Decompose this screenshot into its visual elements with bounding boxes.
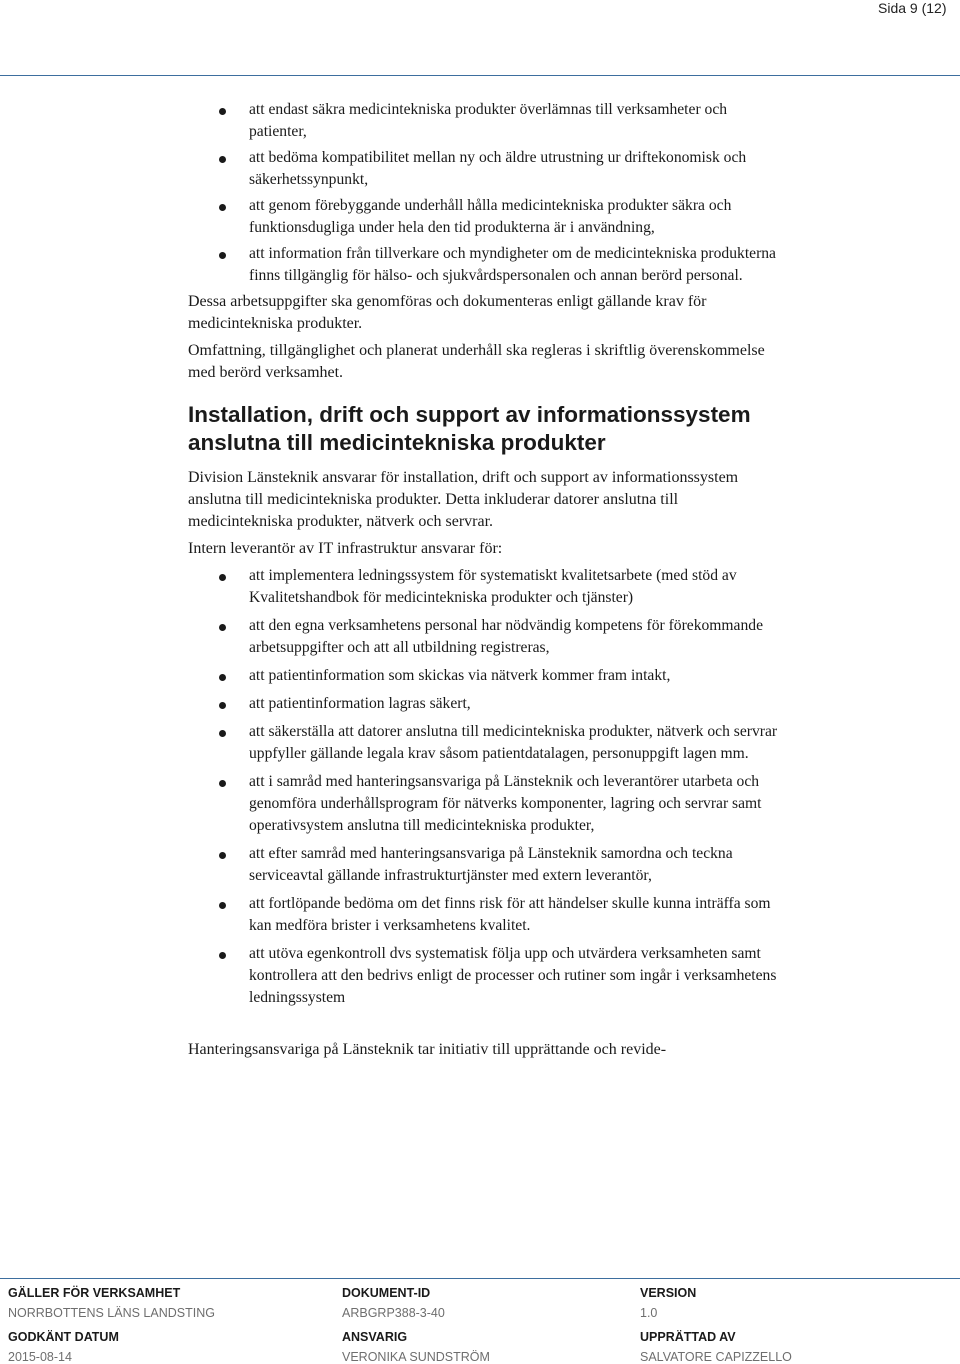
section-heading: Installation, drift och support av informationssystem anslutna till medicintekniska produkter — [188, 402, 751, 455]
footer-approved-date — [8, 1330, 119, 1364]
list-item: att patientinformation lagras säkert, — [188, 693, 778, 715]
footer-value: SALVATORE CAPIZZELLO — [640, 1350, 792, 1364]
footer-responsible — [342, 1330, 490, 1364]
footer-label: GÄLLER FÖR VERKSAMHET — [8, 1286, 181, 1300]
list-item: att utöva egenkontroll dvs systematisk följa upp och utvärdera verksamheten samt kontrollera att den bedrivs enligt de processer och rutiner som ingår i verksamhetens ledningssystem — [188, 943, 778, 1009]
footer-value: 1.0 — [640, 1306, 658, 1320]
footer-label: DOKUMENT-ID — [342, 1286, 431, 1300]
list-item: att i samråd med hanteringsansvariga på Länsteknik och leverantörer utarbeta och genomföra underhållsprogram för nätverks komponenter, lagring och servrar samt operativsystem anslutna till medicintekniska produkter, — [188, 771, 778, 837]
footer-document-id — [342, 1286, 445, 1320]
footer-value: 2015-08-14 — [8, 1350, 72, 1364]
list-item: att patientinformation som skickas via nätverk kommer fram intakt, — [188, 665, 778, 687]
footer-value: NORRBOTTENS LÄNS LANDSTING — [8, 1306, 215, 1320]
list-item: att efter samråd med hanteringsansvariga på Länsteknik samordna och teckna serviceavtal gällande infrastrukturtjänster med extern leverantör, — [188, 843, 778, 887]
list-item: att implementera ledningssystem för systematiskt kvalitetsarbete (med stöd av Kvalitetshandbok för medicintekniska produkter och tjänster) — [188, 565, 778, 609]
list-item: att information från tillverkare och myndigheter om de medicintekniska produkterna finns tillgänglig för hälso- och sjukvårdspersonalen och annan berörd personal. — [188, 243, 778, 286]
spacer — [188, 1015, 778, 1039]
closing-paragraph: Hanteringsansvariga på Länsteknik tar initiativ till upprättande och revide- — [188, 1041, 667, 1058]
list-item: att genom förebyggande underhåll hålla medicintekniska produkter säkra och funktionsdugliga under hela den tid produkterna är i användning, — [188, 195, 778, 238]
footer-label: VERSION — [640, 1286, 697, 1300]
page-number: Sida 9 (12) — [878, 0, 947, 16]
list-item: att den egna verksamhetens personal har nödvändig kompetens för förekommande arbetsuppgifter och att all utbildning registreras, — [188, 615, 778, 659]
footer-value: ARBGRP388-3-40 — [342, 1306, 445, 1320]
list-item: att säkerställa att datorer anslutna till medicintekniska produkter, nätverk och servrar uppfyller gällande legala krav såsom patientdatalagen, personuppgift lagen mm. — [188, 721, 778, 765]
footer-created-by — [640, 1330, 792, 1364]
footer-version — [640, 1286, 696, 1320]
list-item: att endast säkra medicintekniska produkter överlämnas till verksamheter och patienter, — [188, 99, 778, 142]
paragraph: Dessa arbetsuppgifter ska genomföras och dokumenteras enligt gällande krav för medicintekniska produkter. — [188, 293, 707, 332]
footer-label: GODKÄNT DATUM — [8, 1330, 119, 1344]
footer-label: UPPRÄTTAD AV — [640, 1330, 736, 1344]
section-lead: Intern leverantör av IT infrastruktur ansvarar för: — [188, 540, 503, 557]
requirements-list — [188, 99, 778, 286]
footer-applies-to — [8, 1286, 215, 1320]
header-divider — [0, 75, 960, 76]
document-body — [188, 99, 778, 1066]
footer-value: VERONIKA SUNDSTRÖM — [342, 1350, 490, 1364]
footer-label: ANSVARIG — [342, 1330, 408, 1344]
responsibilities-list — [188, 565, 778, 1009]
section-intro: Division Länsteknik ansvarar för installation, drift och support av informationssystem anslutna till medicintekniska produkter. Detta inkluderar datorer anslutna till medicintekniska produkter, nätverk och servrar. — [188, 469, 739, 530]
list-item: att fortlöpande bedöma om det finns risk för att händelser skulle kunna inträffa som kan medföra brister i verksamhetens kvalitet. — [188, 893, 778, 937]
footer-divider — [0, 1278, 960, 1279]
list-item: att bedöma kompatibilitet mellan ny och äldre utrustning ur driftekonomisk och säkerhetssynpunkt, — [188, 147, 778, 190]
paragraph: Omfattning, tillgänglighet och planerat underhåll ska regleras i skriftlig överenskommelse med berörd verksamhet. — [188, 342, 765, 381]
